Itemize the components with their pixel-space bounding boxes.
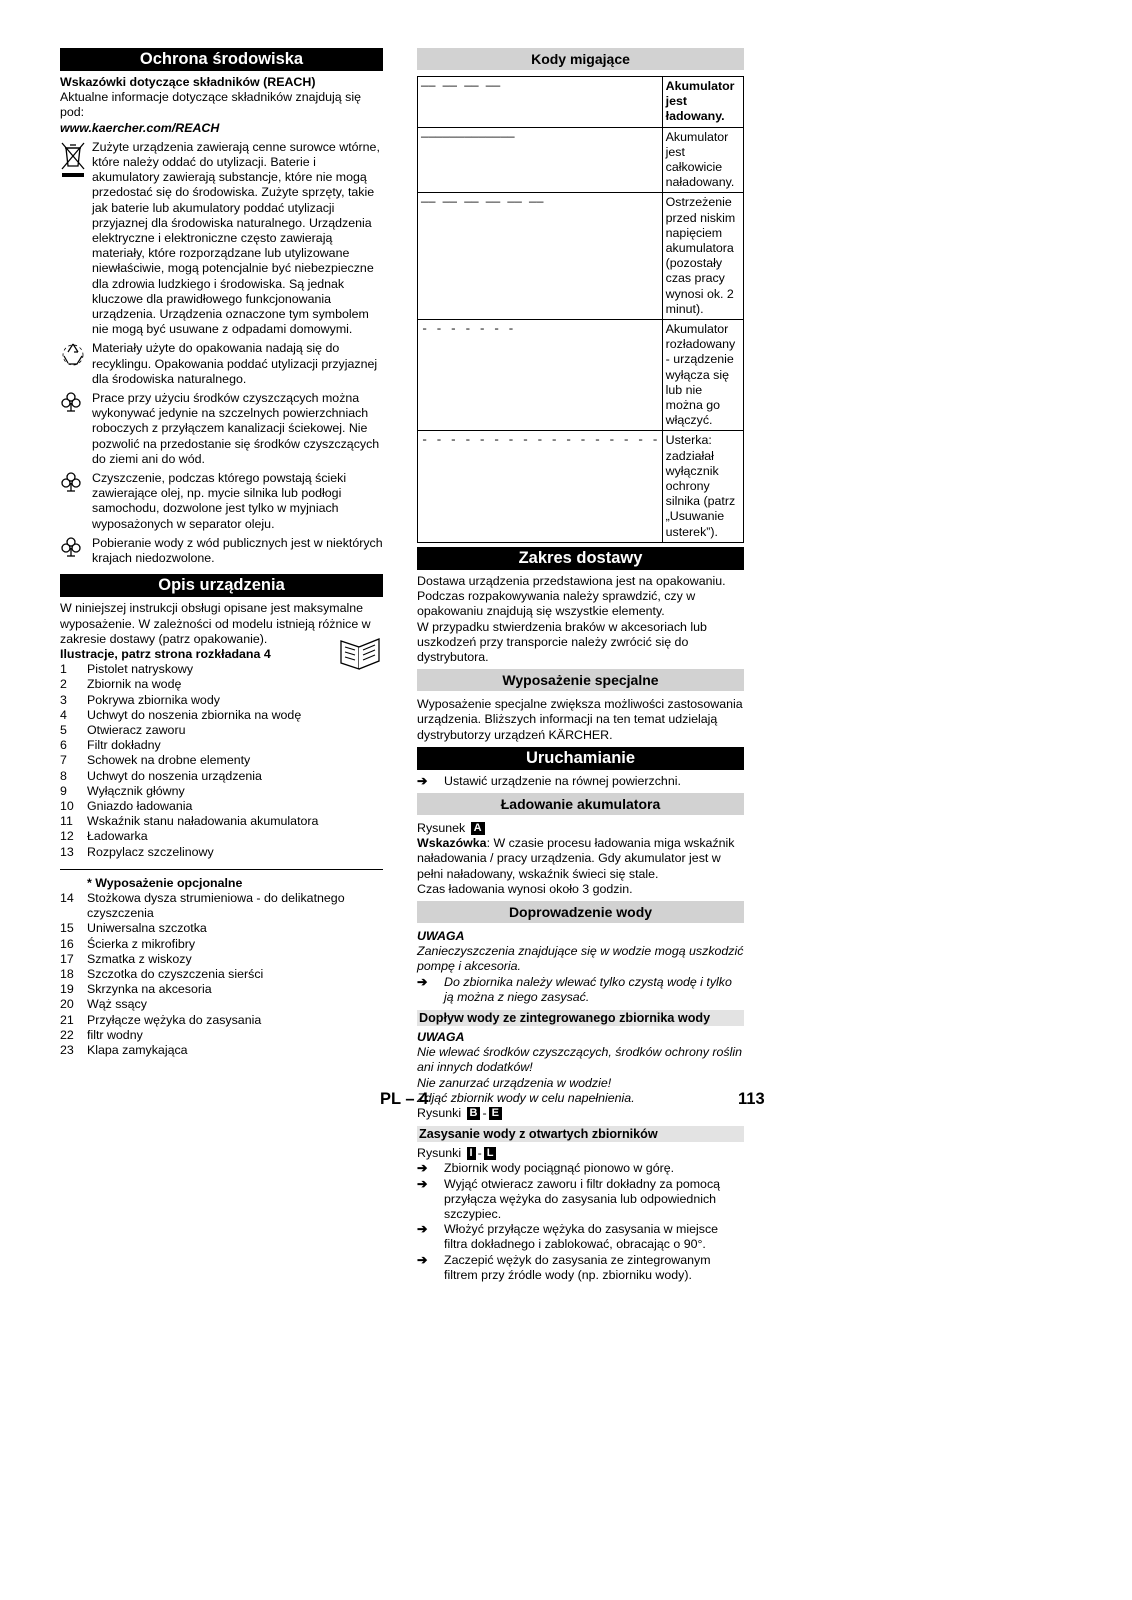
list-item: 6 Filtr dokładny [60, 738, 161, 753]
flash-pattern: —— —— —— —— [418, 77, 663, 128]
warning-text: Nie zanurzać urządzenia w wodzie! [417, 1075, 612, 1090]
list-item: 10 Gniazdo ładowania [60, 798, 193, 813]
optional-heading: * Wyposażenie opcjonalne [87, 875, 243, 890]
env-item-text: Prace przy użyciu środków czyszczących można wykonywać jedynie na szczelnych powierzchniach roboczych z przyłączem kanalizacji ściekowej. Nie pozwolić na przedostanie się środków czyszczących do ziemi ani do wód. [92, 391, 380, 466]
list-item: 3 Pokrywa zbiornika wody [60, 692, 220, 707]
list-item: 12 Ładowarka [60, 829, 148, 844]
figure-badge: L [484, 1147, 497, 1160]
env-item-public-water [60, 536, 383, 566]
special-text: Wyposażenie specjalne zwiększa możliwości zastosowania urządzenia. Bliższych informacji na ten temat udzielają dystrybutorzy urządzeń KÄRCHER. [417, 697, 743, 742]
arrow-icon: ➔ [417, 974, 428, 989]
arrow-icon: ➔ [417, 1252, 428, 1267]
suction-step: ➔ Zbiornik wody pociągnąć pionowo w górę. [417, 1161, 675, 1176]
section-title-delivery: Zakres dostawy [417, 547, 744, 570]
table-row [418, 193, 744, 320]
environment-icon [60, 391, 92, 467]
recycling-icon [60, 341, 92, 387]
env-item-text: Czyszczenie, podczas którego powstają ścieki zawierające olej, np. mycie silnika lub podłogi samochodu, dozwolone jest tylko w myjniach wyposażonych w separator oleju. [92, 471, 347, 531]
list-item: 15 Uniwersalna szczotka [60, 921, 207, 936]
flash-description: Akumulator rozładowany - urządzenie wyłącza się lub nie można go włączyć. [662, 320, 743, 431]
flash-description: Ostrzeżenie przed niskim napięciem akumulatora (pozostały czas pracy wynosi ok. 2 minut). [662, 193, 743, 320]
env-item-cleaning-agents [60, 391, 383, 467]
list-item: 5 Otwieracz zaworu [60, 722, 186, 737]
flash-codes-table [417, 76, 744, 543]
optional-parts-list [60, 876, 383, 1058]
suction-step: ➔ Zaczepić wężyk do zasysania ze zintegrowanym filtrem przy źródle wody (np. zbiorniku wody). [417, 1252, 711, 1282]
list-item: 16 Ścierka z mikrofibry [60, 936, 196, 951]
right-column [417, 48, 744, 1283]
delivery-text: W przypadku stwierdzenia braków w akcesoriach lub uszkodzeń przy transporcie należy zwrócić się do dystrybutora. [417, 619, 707, 664]
reach-heading: Wskazówki dotyczące składników (REACH) [60, 75, 316, 89]
subsection-title-tank: Dopływ wody ze zintegrowanego zbiornika wody [417, 1010, 744, 1026]
device-intro: W niniejszej instrukcji obsługi opisane jest maksymalne wyposażenie. W zależności od modelu istnieją różnice w zakresie dostawy (patrz opakowanie). [60, 601, 371, 646]
flash-pattern: —— —— —— —— —— —— [418, 193, 663, 320]
suction-step: ➔ Włożyć przyłącze wężyka do zasysania w miejsce filtra dokładnego i zablokować, obracając o 90°. [417, 1222, 719, 1252]
startup-step: ➔ Ustawić urządzenie na równej powierzchni. [417, 773, 681, 788]
arrow-icon: ➔ [417, 1176, 428, 1191]
arrow-icon: ➔ [417, 773, 428, 788]
section-title-flash-codes: Kody migające [417, 48, 744, 70]
table-row [418, 320, 744, 431]
section-title-special: Wyposażenie specjalne [417, 669, 744, 691]
list-item: 2 Zbiornik na wodę [60, 677, 182, 692]
list-item: 7 Schowek na drobne elementy [60, 753, 251, 768]
list-item: 14 Stożkowa dysza strumieniowa - do delikatnego czyszczenia [60, 890, 345, 921]
list-item: 22 filtr wodny [60, 1027, 143, 1042]
section-title-startup: Uruchamianie [417, 747, 744, 770]
env-item-oil [60, 471, 383, 532]
flash-description: Usterka: zadziałał wyłącznik ochrony silnika (patrz „Usuwanie usterek”). [662, 431, 743, 542]
flash-description: Akumulator jest całkowicie naładowany. [662, 127, 743, 193]
charging-figure-ref: Rysunek A [417, 821, 744, 836]
warning-text: Nie wlewać środków czyszczących, środków ochrony roślin ani innych dodatków! [417, 1045, 743, 1075]
illustrations-block [60, 647, 383, 662]
left-column [60, 48, 383, 1058]
list-item: 1 Pistolet natryskowy [60, 662, 194, 677]
env-item-disposal [60, 140, 383, 338]
page-code: PL – 4 [380, 1090, 429, 1108]
env-item-text: Zużyte urządzenia zawierają cenne surowce wtórne, które należy oddać do utylizacji. Baterie i akumulatory zawierają substancje, które nie mogą przedostać się do środowiska. Zużyte sprzęty, takie jak baterie lub akumulatory poddać utylizacji przyjaznej dla środowiska naturalnego. Urządzenia elektryczne i elektroniczne często zawierają materiały, które rozporządzane lub utylizowane niewłaściwie, mogą potencjalnie być niebezpieczne dla zdrowia ludzkiego i środowiska. Są jednak kluczowe dla prawidłowego funkcjonowania urządzenia. Urządzenia oznaczone tym symbolem nie mogą być usuwane z odpadami domowymi. [92, 139, 380, 337]
list-item: 20 Wąż ssący [60, 997, 147, 1012]
warning-label: UWAGA [417, 928, 465, 943]
list-item: 19 Skrzynka na akcesoria [60, 982, 212, 997]
environment-icon [60, 536, 92, 566]
list-item: 18 Szczotka do czyszczenia sierści [60, 966, 264, 981]
env-item-text: Materiały użyte do opakowania nadają się do recyklingu. Opakowania poddać utylizacji przyjaznej dla środowiska naturalnego. [92, 341, 378, 386]
warning-label: UWAGA [417, 1029, 465, 1044]
warning-text: Zdjąć zbiornik wody w celu napełnienia. [417, 1090, 635, 1105]
charging-time: Czas ładowania wynosi około 3 godzin. [417, 881, 633, 896]
open-book-icon [337, 635, 383, 675]
table-row [418, 431, 744, 542]
section-title-charging: Ładowanie akumulatora [417, 793, 744, 815]
arrow-icon: ➔ [417, 1222, 428, 1237]
env-item-text: Pobieranie wody z wód publicznych jest w niektórych krajach niedozwolone. [92, 535, 383, 566]
water-step: ➔ Do zbiornika należy wlewać tylko czystą wodę i tylko ją można z niego zasysać. [417, 974, 732, 1004]
reach-text: Aktualne informacje dotyczące składników znajdują się pod: [60, 90, 361, 120]
charging-note: Wskazówka: W czasie procesu ładowania miga wskaźnik naładowania / pracy urządzenia. Gdy akumulator jest w pełni naładowany, wskaźnik świeci się stale. [417, 836, 735, 881]
section-title-device: Opis urządzenia [60, 574, 383, 597]
figure-badge: I [467, 1147, 476, 1160]
suction-figure-ref: Rysunki I - L [417, 1146, 744, 1161]
figure-badge: B [467, 1107, 481, 1120]
list-item: 11 Wskaźnik stanu naładowania akumulatora [60, 814, 319, 829]
flash-pattern: - - - - - - - [418, 320, 663, 431]
table-row [418, 127, 744, 193]
section-title-environment: Ochrona środowiska [60, 48, 383, 71]
subsection-title-suction: Zasysanie wody z otwartych zbiorników [417, 1126, 744, 1142]
arrow-icon: ➔ [417, 1161, 428, 1176]
list-item: 9 Wyłącznik główny [60, 783, 185, 798]
suction-step: ➔ Wyjąć otwieracz zaworu i filtr dokładny za pomocą przyłącza wężyka do zasysania lub odpowiednich szczypiec. [417, 1176, 721, 1221]
environment-icon [60, 471, 92, 532]
crossed-bin-icon [60, 140, 92, 338]
list-item: 23 Klapa zamykająca [60, 1042, 188, 1057]
list-item: 8 Uchwyt do noszenia urządzenia [60, 768, 262, 783]
parts-list [60, 662, 383, 860]
section-title-water: Doprowadzenie wody [417, 901, 744, 923]
env-item-packaging [60, 341, 383, 387]
table-row [418, 77, 744, 128]
tank-figure-ref: Rysunki B - E [417, 1106, 744, 1121]
list-item: 4 Uchwyt do noszenia zbiornika na wodę [60, 707, 302, 722]
flash-description: Akumulator jest ładowany. [662, 77, 743, 128]
flash-pattern: ————————————— [418, 127, 663, 193]
delivery-text: Dostawa urządzenia przedstawiona jest na opakowaniu. Podczas rozpakowywania należy sprawdzić, czy w opakowaniu znajdują się wszystkie elementy. [417, 573, 726, 619]
flash-pattern: - - - - - - - - - - - - - - - - - [418, 431, 663, 542]
page-number: 113 [738, 1090, 765, 1108]
figure-badge: A [471, 822, 485, 835]
divider [60, 869, 383, 870]
list-item: 17 Szmatka z wiskozy [60, 951, 192, 966]
list-item: 21 Przyłącze wężyka do zasysania [60, 1012, 262, 1027]
list-item: 13 Rozpylacz szczelinowy [60, 844, 214, 859]
illustrations-heading: Ilustracje, patrz strona rozkładana 4 [60, 646, 271, 661]
warning-text: Zanieczyszczenia znajdujące się w wodzie mogą uszkodzić pompę i akcesoria. [417, 944, 744, 974]
figure-badge: E [489, 1107, 502, 1120]
reach-url[interactable]: www.kaercher.com/REACH [60, 120, 220, 135]
